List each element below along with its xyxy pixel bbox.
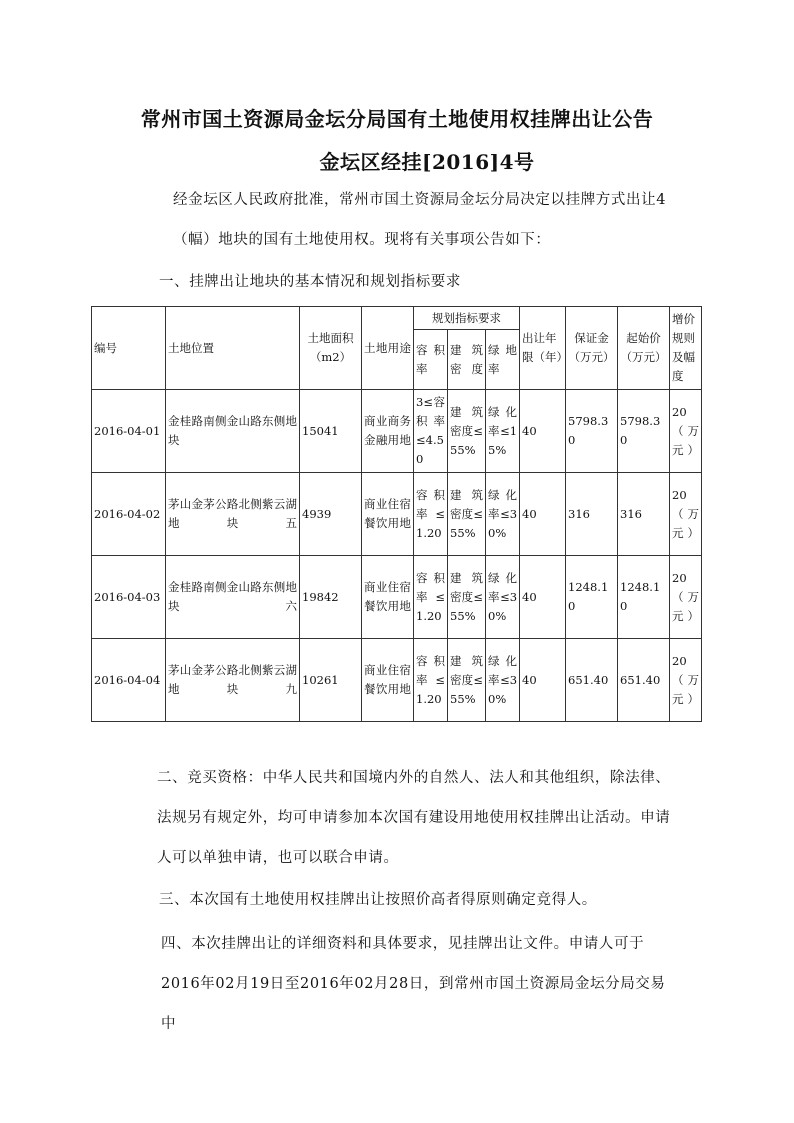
- header-planning: 规划指标要求: [414, 307, 520, 330]
- cell-green: 绿化率≤30%: [486, 473, 520, 556]
- section-2-paragraph: 二、竞买资格：中华人民共和国境内外的自然人、法人和其他组织，除法律、法规另有规定外，均可申请参加本次国有建设用地使用权挂牌出让活动。申请人可以单独申请，也可以联合申请。: [157, 770, 671, 866]
- table-row: [92, 473, 702, 556]
- cell-location: 茅山金茅公路北侧紫云湖地块五: [166, 473, 300, 556]
- cell-id: 2016-04-03: [92, 556, 166, 639]
- cell-location: 茅山金茅公路北侧紫云湖地块九: [166, 639, 300, 722]
- section-1-heading: 一、挂牌出让地块的基本情况和规划指标要求: [159, 274, 461, 290]
- table-row: [92, 639, 702, 722]
- cell-start-price: 316: [618, 473, 670, 556]
- cell-use: 商业住宿餐饮用地: [362, 473, 414, 556]
- cell-id: 2016-04-02: [92, 473, 166, 556]
- cell-area: 4939: [300, 473, 362, 556]
- cell-density: 建筑密度≤55%: [448, 556, 486, 639]
- document-number: 金坛区经挂[2016]4号: [319, 150, 535, 174]
- cell-green: 绿化率≤15%: [486, 390, 520, 473]
- cell-increment: 20（万元）: [670, 556, 702, 639]
- cell-id: 2016-04-04: [92, 639, 166, 722]
- cell-far: 容积率≤1.20: [414, 473, 448, 556]
- cell-start-price: 651.40: [618, 639, 670, 722]
- cell-deposit: 5798.30: [566, 390, 618, 473]
- header-term: 出让年限（年）: [520, 307, 566, 390]
- cell-green: 绿化率≤30%: [486, 556, 520, 639]
- cell-density: 建筑密度≤55%: [448, 473, 486, 556]
- cell-increment: 20（万元）: [670, 639, 702, 722]
- section-3-paragraph: 三、本次国有土地使用权挂牌出让按照价高者得原则确定竞得人。: [159, 892, 597, 908]
- cell-term: 40: [520, 390, 566, 473]
- cell-deposit: 1248.10: [566, 556, 618, 639]
- header-use: 土地用途: [362, 307, 414, 390]
- header-start-price: 起始价（万元）: [618, 307, 670, 390]
- cell-use: 商业住宿餐饮用地: [362, 556, 414, 639]
- section-4-paragraph: 四、本次挂牌出让的详细资料和具体要求，见挂牌出让文件。申请人可于2016年02月19日至2016年02月28日，到常州市国土资源局金坛分局交易中: [161, 936, 666, 1032]
- header-id: 编号: [92, 307, 166, 390]
- cell-far: 3≤容积率≤4.50: [414, 390, 448, 473]
- cell-use: 商业住宿餐饮用地: [362, 639, 414, 722]
- cell-start-price: 1248.10: [618, 556, 670, 639]
- cell-area: 19842: [300, 556, 362, 639]
- cell-deposit: 316: [566, 473, 618, 556]
- cell-deposit: 651.40: [566, 639, 618, 722]
- cell-increment: 20（万元）: [670, 390, 702, 473]
- header-increment: 增价规则及幅度: [670, 307, 702, 390]
- cell-far: 容积率≤1.20: [414, 639, 448, 722]
- cell-area: 15041: [300, 390, 362, 473]
- header-green: 绿地率: [486, 330, 520, 390]
- header-area: 土地面积（m2）: [300, 307, 362, 390]
- cell-term: 40: [520, 556, 566, 639]
- cell-green: 绿化率≤30%: [486, 639, 520, 722]
- cell-far: 容积率≤1.20: [414, 556, 448, 639]
- intro-paragraph: 经金坛区人民政府批准，常州市国土资源局金坛分局决定以挂牌方式出让4（幅）地块的国有土地使用权。现将有关事项公告如下：: [173, 192, 667, 248]
- cell-density: 建筑密度≤55%: [448, 639, 486, 722]
- cell-id: 2016-04-01: [92, 390, 166, 473]
- header-deposit: 保证金（万元）: [566, 307, 618, 390]
- header-density: 建筑密度: [448, 330, 486, 390]
- cell-area: 10261: [300, 639, 362, 722]
- page-title: 常州市国土资源局金坛分局国有土地使用权挂牌出让公告: [140, 107, 654, 131]
- cell-density: 建筑密度≤55%: [448, 390, 486, 473]
- cell-location: 金桂路南侧金山路东侧地块六: [166, 556, 300, 639]
- cell-location: 金桂路南侧金山路东侧地块: [166, 390, 300, 473]
- cell-use: 商业商务金融用地: [362, 390, 414, 473]
- table-row: [92, 390, 702, 473]
- cell-start-price: 5798.30: [618, 390, 670, 473]
- header-far: 容积率: [414, 330, 448, 390]
- land-parcel-table: [91, 306, 702, 722]
- cell-term: 40: [520, 639, 566, 722]
- cell-increment: 20（万元）: [670, 473, 702, 556]
- table-row: [92, 556, 702, 639]
- header-location: 土地位置: [166, 307, 300, 390]
- cell-term: 40: [520, 473, 566, 556]
